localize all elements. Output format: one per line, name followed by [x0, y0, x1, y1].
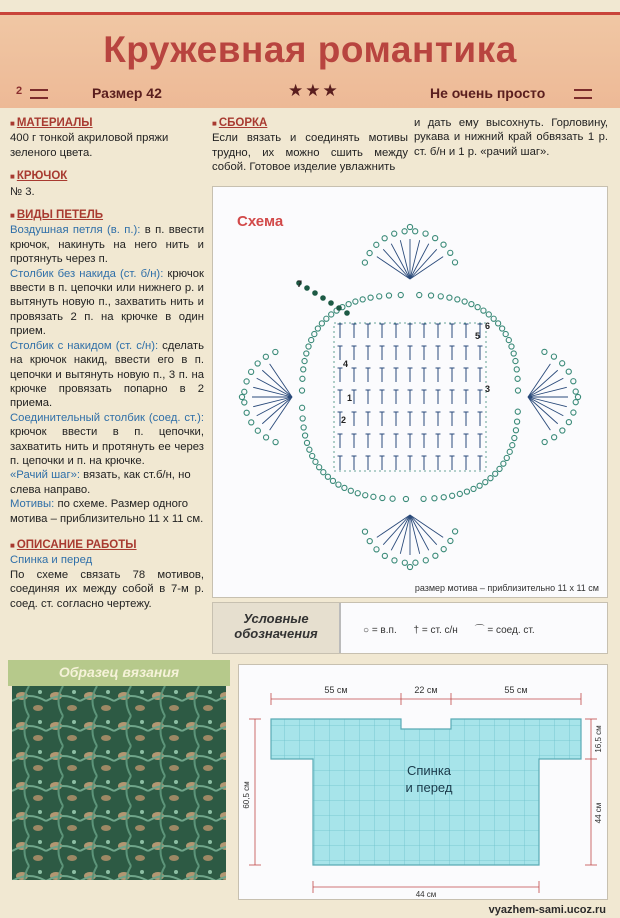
dim-right-top: 55 см	[504, 685, 528, 695]
row-number: 4	[343, 359, 349, 369]
row-number: 7	[297, 279, 303, 289]
stitch-item: Столбик без накида (ст. б/н): крючок ввести в п. цепочки или нижнего р. и вытянуть новую п., захватить нить и провязать 2 п. на крючке в один прием.	[10, 267, 204, 338]
lace-texture-image	[12, 686, 226, 880]
sample-photo	[12, 686, 226, 880]
work-heading: ■ ОПИСАНИЕ РАБОТЫ	[10, 538, 204, 553]
size-label: Размер 42	[92, 85, 162, 101]
stitch-item: Столбик с накидом (ст. с/н): сделать на крючок накид, ввести его в п. цепочки и вытянуть новую п., 3 п. на крючке провязать попарно в 2 приема.	[10, 339, 204, 410]
header-banner	[0, 12, 620, 108]
pattern-drawing	[239, 665, 607, 899]
stitch-item: Воздушная петля (в. п.): в п. ввести крючок, накинуть на него нить и протянуть через п.	[10, 224, 205, 266]
scheme-title: Схема	[237, 213, 284, 230]
stitch-item: Соединительный столбик (соед. ст.): крючок ввести в п. цепочки, захватить нить и протянуть ее через п. цепочки и п. на крючке.	[10, 411, 204, 467]
work-text: По схеме связать 78 мотивов, соединяя их между собой в 7-м р. соед. ст. согласно чертежу.	[10, 568, 204, 610]
legend-chain: ○ = в.п.	[363, 625, 397, 636]
site-watermark: vyazhem-sami.ucoz.ru	[488, 904, 606, 916]
dim-left-top: 55 см	[324, 685, 348, 695]
page-number: 2	[16, 85, 23, 97]
hook-heading: ■ КРЮЧОК	[10, 169, 204, 184]
assembly-column	[212, 112, 408, 175]
stitch-item: «Рачий шаг»: вязать, как ст.б/н, но слева направо.	[10, 469, 191, 496]
hook-text: № 3.	[10, 185, 35, 198]
stitch-item: Мотивы: по схеме. Размер одного мотива – приблизительно 11 х 11 см.	[10, 498, 204, 525]
dim-bottom: 44 см	[415, 890, 437, 899]
assembly-column-cont	[414, 116, 608, 159]
legend-slip: ⌒ = соед. ст.	[474, 625, 535, 636]
difficulty-label: Не очень просто	[430, 85, 546, 101]
row-number: 6	[485, 321, 491, 331]
assembly-text: Если вязать и соединять мотивы трудно, их можно сшить между собой. Готовое изделие увлажнить	[212, 132, 408, 174]
pattern-label-1: Спинка	[406, 763, 452, 778]
motif-scheme	[212, 186, 608, 598]
stitches-heading: ■ ВИДЫ ПЕТЕЛЬ	[10, 208, 204, 223]
ornament-icon	[574, 89, 592, 99]
work-subheading: Спинка и перед	[10, 554, 93, 567]
legend-title: Условные обозначения	[213, 603, 341, 653]
row-number: 3	[485, 384, 491, 394]
difficulty-stars: ★★★	[288, 81, 340, 100]
motif-diagram	[213, 187, 607, 579]
dim-sleeve: 16,5 см	[594, 725, 603, 753]
legend-box	[212, 602, 608, 654]
garment-pattern	[238, 664, 608, 900]
materials-text: 400 г тонкой акриловой пряжи зеленого цвета.	[10, 132, 169, 159]
dim-left-height: 60,5 см	[242, 781, 251, 809]
left-column	[10, 112, 204, 611]
pattern-label-2: и перед	[405, 780, 453, 795]
sample-label: Образец вязания	[58, 664, 180, 680]
row-number: 5	[475, 331, 481, 341]
page-title: Кружевная романтика	[103, 29, 517, 70]
materials-heading: ■ МАТЕРИАЛЫ	[10, 116, 204, 131]
ornament-icon	[30, 89, 48, 99]
dim-neck: 22 см	[414, 685, 438, 695]
legend-items	[363, 621, 549, 636]
scheme-caption: размер мотива – приблизительно 11 х 11 см	[414, 583, 599, 593]
row-number: 2	[341, 415, 347, 425]
row-number: 1	[347, 393, 353, 403]
assembly-text-cont: и дать ему высохнуть. Горловину, рукава и нижний край обвязать 1 р. ст. б/н и 1 р. «рачий шаг».	[414, 117, 608, 158]
legend-dc: † = ст. с/н	[413, 625, 458, 636]
assembly-heading: ■ СБОРКА	[212, 116, 408, 131]
dim-body: 44 см	[594, 802, 603, 824]
